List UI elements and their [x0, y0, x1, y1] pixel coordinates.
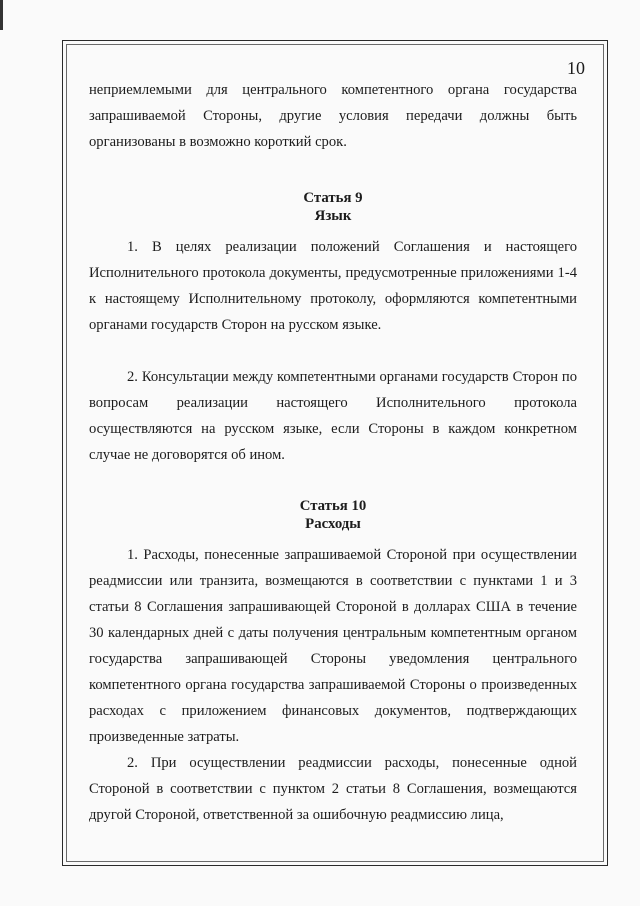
article-10-paragraph-1: 1. Расходы, понесенные запрашиваемой Стороной при осуществлении реадмиссии или транзита, возмещаются в соответствии с пунктами 1 и 3 статьи 8 Соглашения запрашивающей Стороной в долларах США в течение 30 календарных дней с даты получения центральным компетентным органом государства запрашивающей Стороны уведомления центрального компетентного органа государства запрашиваемой Стороны о произведенных расходах с приложением финансовых документов, подтверждающих произведенные затраты.	[89, 547, 577, 745]
article-10-subtitle: Расходы	[305, 516, 361, 532]
page-number: 10	[567, 58, 585, 78]
article-10-title: Статья 10	[299, 498, 367, 514]
article-9-paragraph-1: 1. В целях реализации положений Соглашения и настоящего Исполнительного протокола документы, предусмотренные приложениями 1-4 к настоящему Исполнительному протоколу, оформляются компетентными органами государств Сторон на русском языке.	[89, 239, 577, 333]
scan-edge-mark	[0, 0, 3, 30]
article-9-paragraph-2: 2. Консультации между компетентными органами государств Сторон по вопросам реализации настоящего Исполнительного протокола осуществляются на русском языке, если Стороны в каждом конкретном случае не договорятся об ином.	[89, 369, 577, 463]
article-9-title: Статья 9	[303, 190, 363, 206]
article-10-paragraph-2: 2. При осуществлении реадмиссии расходы, понесенные одной Стороной в соответствии с пунктом 2 статьи 8 Соглашения, возмещаются другой Стороной, ответственной за ошибочную реадмиссию лица,	[89, 755, 577, 823]
intro-paragraph: неприемлемыми для центрального компетентного органа государства запрашиваемой Стороны, другие условия передачи должны быть организованы в возможно короткий срок.	[89, 82, 577, 150]
article-9-subtitle: Язык	[314, 208, 352, 224]
